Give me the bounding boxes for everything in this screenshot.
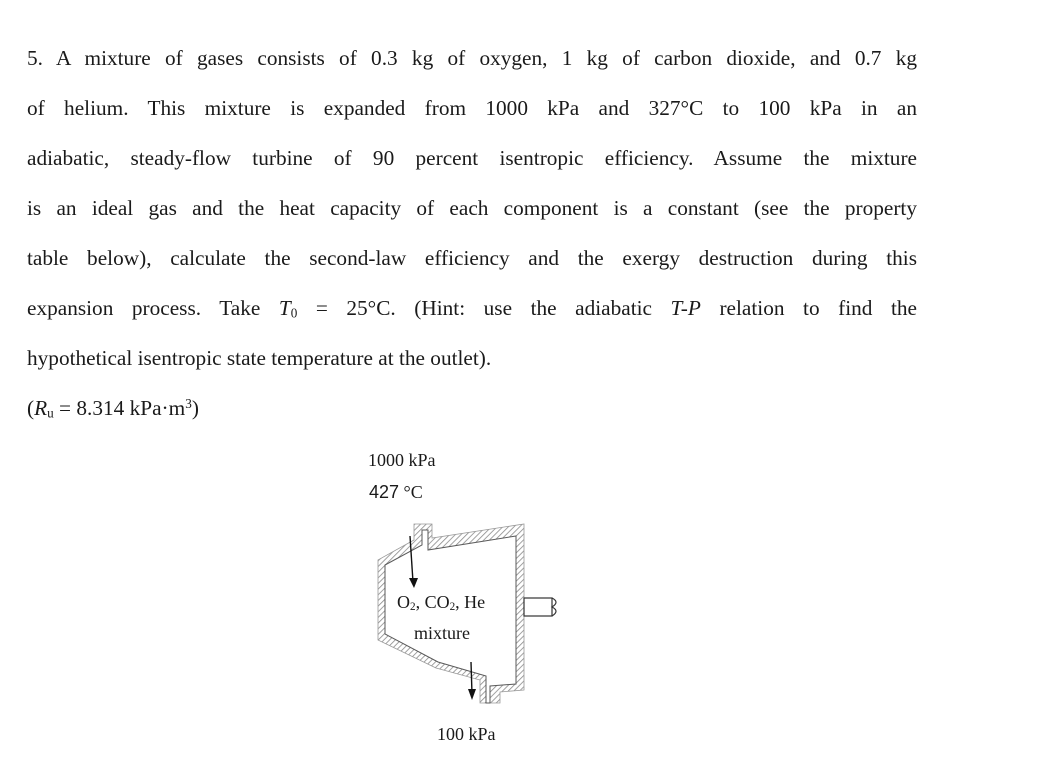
outlet-pressure-label: 100 kPa [437, 724, 496, 744]
outlet-flow-arrowhead [468, 689, 476, 700]
problem-line: adiabatic, steady-flow turbine of 90 percent isentropic efficiency. Assume the mixture [27, 146, 917, 170]
gas-constant-value: = 8.314 kPa·m [53, 396, 186, 420]
subscript: 0 [290, 305, 298, 321]
text-segment: O [397, 592, 410, 612]
problem-statement [27, 33, 917, 433]
paren: ) [191, 396, 199, 420]
turbine-body [385, 530, 516, 703]
mixture-word-label: mixture [414, 623, 470, 643]
inlet-temperature-value: 427 [369, 482, 400, 502]
text-segment: expansion process. Take [27, 296, 279, 320]
subscript: u [47, 405, 54, 421]
turbine-figure [340, 440, 600, 770]
gas-constant-line [27, 383, 917, 433]
problem-line: hypothetical isentropic state temperature at the outlet). [27, 346, 492, 370]
tp-relation-symbol: T-P [670, 296, 701, 320]
superscript: 3 [185, 395, 192, 411]
inlet-temperature-unit: °C [399, 482, 423, 502]
text-segment: , CO [415, 592, 450, 612]
paren: ( [27, 396, 35, 420]
gas-constant-symbol: R [34, 396, 48, 420]
problem-line: table below), calculate the second-law efficiency and the exergy destruction during this [27, 246, 917, 270]
text-segment: relation to find the [700, 296, 917, 320]
problem-line: of helium. This mixture is expanded from 1000 kPa and 327°C to 100 kPa in an [27, 96, 917, 120]
text-segment: , He [455, 592, 486, 612]
subscript: 2 [449, 601, 456, 614]
inlet-temperature-label [369, 482, 423, 503]
problem-line: 5. A mixture of gases consists of 0.3 kg of oxygen, 1 kg of carbon dioxide, and 0.7 kg [27, 46, 917, 70]
mixture-formula-label [397, 592, 485, 613]
subscript: 2 [410, 601, 416, 614]
turbine-shaft [524, 598, 552, 616]
text-segment: = 25°C. (Hint: use the adiabatic [297, 296, 671, 320]
inlet-pressure-label: 1000 kPa [368, 450, 436, 470]
problem-line: is an ideal gas and the heat capacity of each component is a constant (see the property [27, 196, 917, 220]
problem-line [27, 283, 917, 333]
dead-state-temperature-symbol: T [278, 296, 291, 320]
